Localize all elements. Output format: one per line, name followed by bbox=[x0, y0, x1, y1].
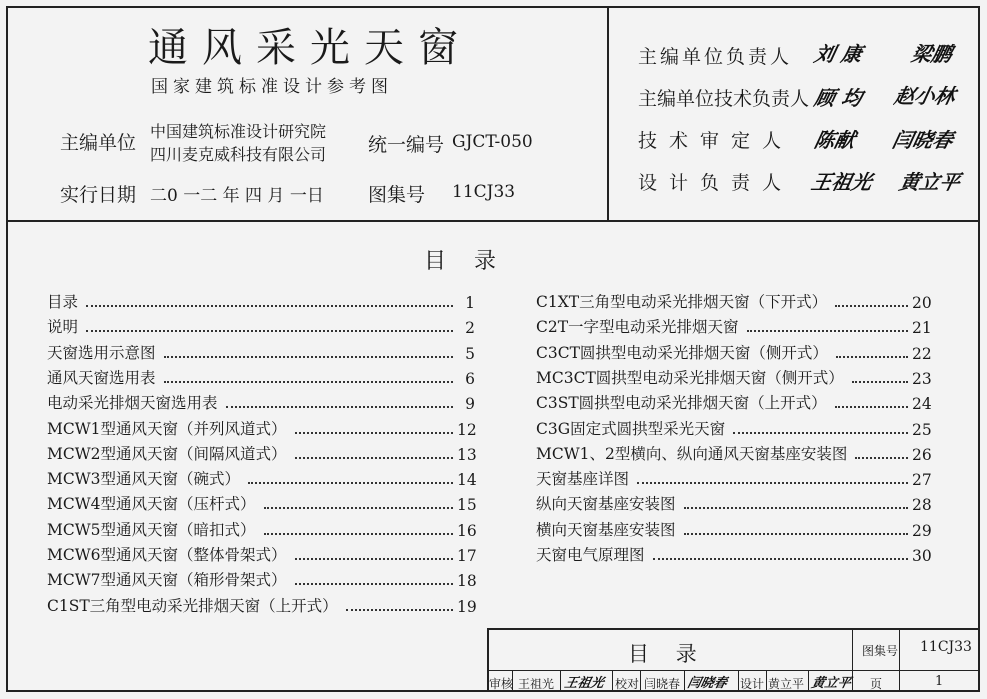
toc-leader-dots bbox=[164, 380, 453, 383]
tb-check-label: 校对 bbox=[615, 677, 640, 691]
toc-entry bbox=[47, 292, 475, 312]
toc-entry bbox=[47, 596, 475, 616]
toc-entry-text: 电动采光排烟天窗选用表 bbox=[47, 394, 218, 413]
toc-entry-page: 12 bbox=[457, 420, 477, 439]
toc-leader-dots bbox=[684, 532, 908, 535]
tb-atlas-no: 11CJ33 bbox=[920, 639, 972, 655]
atlas-no: 11CJ33 bbox=[452, 182, 516, 202]
tb-design-label: 设计 bbox=[740, 677, 765, 691]
tb-review-name: 王祖光 bbox=[518, 677, 555, 691]
toc-heading: 目 录 bbox=[424, 249, 496, 274]
signature-2b: 赵小林 bbox=[892, 84, 958, 108]
editor-unit-2: 四川麦克威科技有限公司 bbox=[150, 145, 327, 164]
toc-leader-dots bbox=[248, 481, 453, 484]
toc-entry-page: 1 bbox=[465, 294, 475, 312]
toc-entry-page: 15 bbox=[457, 496, 477, 515]
signature-2a: 顾 均 bbox=[812, 86, 865, 110]
toc-entry-text: MCW7型通风天窗（箱形骨架式） bbox=[47, 571, 287, 590]
toc-leader-dots bbox=[264, 532, 453, 535]
toc-leader-dots bbox=[295, 582, 453, 585]
toc-entry-page: 24 bbox=[912, 395, 932, 414]
toc-entry-page: 29 bbox=[912, 521, 932, 540]
toc-entry-text: C3ST圆拱型电动采光排烟天窗（上开式） bbox=[536, 394, 827, 413]
signatory-role-4: 设计负责人 bbox=[638, 172, 794, 194]
toc-entry-page: 28 bbox=[912, 496, 932, 515]
toc-entry-text: MCW5型通风天窗（暗扣式） bbox=[47, 520, 256, 539]
toc-leader-dots bbox=[295, 431, 453, 434]
toc-entry-page: 22 bbox=[912, 344, 932, 363]
tb-review-label: 审核 bbox=[489, 677, 514, 691]
toc-entry-text: 天窗基座详图 bbox=[536, 470, 630, 489]
toc-leader-dots bbox=[86, 329, 453, 332]
toc-entry-page: 19 bbox=[457, 597, 477, 616]
toc-leader-dots bbox=[684, 506, 908, 509]
tb-check-name: 闫晓春 bbox=[644, 677, 681, 691]
page-subtitle: 国家建筑标准设计参考图 bbox=[151, 77, 393, 97]
tb-check-signature: 闫晓春 bbox=[685, 676, 729, 691]
toc-entry-text: C1XT三角型电动采光排烟天窗（下开式） bbox=[536, 293, 828, 311]
toc-entry bbox=[536, 494, 930, 514]
toc-leader-dots bbox=[653, 557, 908, 560]
toc-leader-dots bbox=[295, 456, 453, 459]
signature-4a: 王祖光 bbox=[809, 170, 875, 194]
toc-leader-dots bbox=[295, 557, 453, 560]
tb-page-no: 1 bbox=[935, 674, 944, 689]
toc-entry-text: 通风天窗选用表 bbox=[47, 368, 156, 387]
toc-entry-page: 17 bbox=[457, 547, 477, 565]
toc-entry-page: 23 bbox=[912, 369, 932, 388]
toc-entry bbox=[47, 368, 475, 388]
toc-entry-text: C2T一字型电动采光排烟天窗 bbox=[536, 318, 739, 337]
toc-leader-dots bbox=[637, 481, 908, 484]
toc-entry-text: MC3CT圆拱型电动采光排烟天窗（侧开式） bbox=[536, 368, 844, 387]
toc-entry-page: 27 bbox=[912, 471, 932, 490]
signatory-role-1: 主编单位负责人 bbox=[638, 46, 793, 68]
tb-atlas-no-label: 图集号 bbox=[862, 644, 899, 658]
toc-entry bbox=[536, 292, 930, 312]
toc-leader-dots bbox=[86, 304, 453, 307]
toc-entry-text: 纵向天窗基座安装图 bbox=[536, 495, 676, 514]
toc-entry-text: MCW2型通风天窗（间隔风道式） bbox=[47, 444, 287, 463]
effective-date-label: 实行日期 bbox=[60, 184, 137, 206]
toc-entry-page: 20 bbox=[912, 294, 932, 312]
tb-design-name: 黄立平 bbox=[768, 677, 805, 691]
toc-leader-dots bbox=[226, 405, 453, 408]
toc-leader-dots bbox=[264, 506, 453, 509]
toc-entry bbox=[47, 419, 475, 439]
toc-entry-text: 天窗选用示意图 bbox=[47, 343, 156, 362]
toc-entry-page: 21 bbox=[912, 319, 932, 338]
toc-entry-page: 9 bbox=[465, 395, 475, 414]
toc-entry-text: 天窗电气原理图 bbox=[536, 546, 645, 564]
signatory-role-2: 主编单位技术负责人 bbox=[638, 88, 810, 110]
toc-entry-text: MCW4型通风天窗（压杆式） bbox=[47, 495, 256, 514]
toc-entry bbox=[536, 444, 930, 464]
toc-leader-dots bbox=[747, 329, 908, 332]
toc-entry bbox=[47, 343, 475, 363]
unified-no: GJCT-050 bbox=[452, 132, 533, 152]
toc-entry-page: 14 bbox=[457, 471, 477, 490]
toc-leader-dots bbox=[733, 431, 908, 434]
toc-entry bbox=[536, 520, 930, 540]
toc-entry bbox=[536, 343, 930, 363]
toc-leader-dots bbox=[346, 608, 453, 611]
toc-entry-text: C3G固定式圆拱型采光天窗 bbox=[536, 419, 726, 438]
toc-leader-dots bbox=[835, 304, 908, 307]
editor-unit-1: 中国建筑标准设计研究院 bbox=[150, 122, 327, 141]
toc-entry bbox=[536, 419, 930, 439]
atlas-no-label: 图集号 bbox=[368, 184, 426, 206]
toc-entry bbox=[47, 545, 475, 565]
toc-entry bbox=[47, 494, 475, 514]
sheet-title: 目 录 bbox=[628, 642, 697, 666]
toc-entry-text: MCW1、2型横向、纵向通风天窗基座安装图 bbox=[536, 444, 848, 463]
toc-entry bbox=[47, 444, 475, 464]
toc-leader-dots bbox=[855, 456, 908, 459]
header-vertical-divider bbox=[607, 6, 609, 221]
tb-design-signature: 黄立平 bbox=[809, 676, 853, 691]
effective-date: 二0 一二 年 四 月 一日 bbox=[150, 186, 324, 206]
signature-1b: 梁鹏 bbox=[909, 42, 955, 66]
toc-entry-text: 说明 bbox=[47, 318, 79, 337]
editor-unit-label: 主编单位 bbox=[60, 132, 137, 154]
toc-entry-text: C1ST三角型电动采光排烟天窗（上开式） bbox=[47, 596, 338, 615]
toc-entry-text: 横向天窗基座安装图 bbox=[536, 520, 676, 539]
toc-entry bbox=[47, 469, 475, 489]
toc-entry bbox=[47, 520, 475, 540]
toc-entry-page: 6 bbox=[465, 369, 475, 388]
signature-3a: 陈献 bbox=[812, 128, 858, 152]
toc-entry-text: MCW6型通风天窗（整体骨架式） bbox=[47, 546, 287, 564]
header-divider bbox=[6, 220, 980, 222]
signature-3b: 闫晓春 bbox=[890, 128, 956, 152]
toc-entry-text: 目录 bbox=[47, 293, 79, 311]
toc-entry-page: 26 bbox=[912, 445, 932, 464]
unified-no-label: 统一编号 bbox=[368, 134, 445, 156]
signature-4b: 黄立平 bbox=[897, 170, 963, 194]
toc-entry bbox=[536, 368, 930, 388]
toc-entry-page: 30 bbox=[912, 547, 932, 565]
toc-entry-page: 5 bbox=[465, 344, 475, 363]
signatory-role-3: 技术审定人 bbox=[638, 130, 794, 152]
toc-entry bbox=[47, 570, 475, 590]
toc-leader-dots bbox=[852, 380, 908, 383]
toc-entry bbox=[536, 469, 930, 489]
toc-entry-text: MCW3型通风天窗（碗式） bbox=[47, 470, 241, 489]
toc-entry-page: 18 bbox=[457, 572, 477, 591]
toc-leader-dots bbox=[835, 405, 908, 408]
toc-entry-page: 25 bbox=[912, 420, 932, 439]
toc-entry bbox=[536, 545, 930, 565]
toc-entry-page: 13 bbox=[457, 445, 477, 464]
toc-entry bbox=[47, 393, 475, 413]
tb-review-signature: 王祖光 bbox=[562, 676, 606, 691]
signature-1a: 刘 康 bbox=[812, 42, 865, 66]
toc-entry bbox=[536, 317, 930, 337]
toc-entry-text: MCW1型通风天窗（并列风道式） bbox=[47, 419, 287, 438]
tb-page-label: 页 bbox=[870, 677, 883, 691]
toc-entry-page: 2 bbox=[465, 319, 475, 338]
page-title: 通风采光天窗 bbox=[148, 25, 472, 71]
toc-entry-page: 16 bbox=[457, 521, 477, 540]
toc-entry bbox=[47, 317, 475, 337]
toc-leader-dots bbox=[836, 355, 908, 358]
toc-entry bbox=[536, 393, 930, 413]
toc-leader-dots bbox=[164, 355, 453, 358]
toc-entry-text: C3CT圆拱型电动采光排烟天窗（侧开式） bbox=[536, 343, 828, 362]
